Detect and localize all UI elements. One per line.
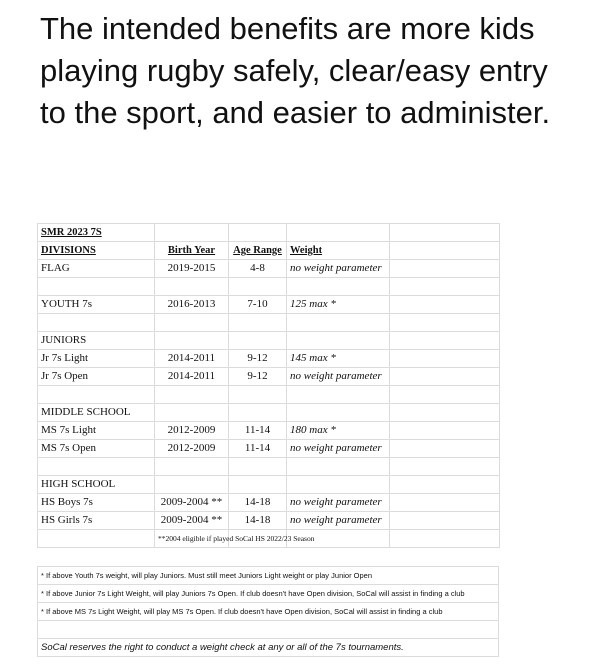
- age-range: 11-14: [229, 422, 287, 440]
- section-row: [38, 404, 500, 422]
- spacer-row: [38, 314, 500, 332]
- division-name: HS Girls 7s: [38, 512, 155, 530]
- table-row: [38, 296, 500, 314]
- col-header-weight: Weight: [287, 242, 390, 260]
- age-range: 7-10: [229, 296, 287, 314]
- age-range: 14-18: [229, 494, 287, 512]
- table-title-line1: SMR 2023 7S: [38, 224, 155, 242]
- section-label: JUNIORS: [38, 332, 155, 350]
- table-title-line2: DIVISIONS: [38, 242, 155, 260]
- table-header-row: [38, 242, 500, 260]
- birth-year: 2009-2004 **: [155, 494, 229, 512]
- birth-year: 2014-2011: [155, 368, 229, 386]
- division-name: HS Boys 7s: [38, 494, 155, 512]
- weight: 145 max *: [287, 350, 390, 368]
- birth-year: 2019-2015: [155, 260, 229, 278]
- weight: no weight parameter: [287, 440, 390, 458]
- division-name: MS 7s Light: [38, 422, 155, 440]
- birth-year: 2016-2013: [155, 296, 229, 314]
- section-label: HIGH SCHOOL: [38, 476, 155, 494]
- spacer-row: [38, 458, 500, 476]
- division-name: MS 7s Open: [38, 440, 155, 458]
- spacer-row: [38, 621, 499, 639]
- note-row: [38, 603, 499, 621]
- age-range: 14-18: [229, 512, 287, 530]
- headline: The intended benefits are more kids playing rugby safely, clear/easy entry to the sport, and easier to administer.: [40, 11, 551, 130]
- division-name: Jr 7s Light: [38, 350, 155, 368]
- birth-year: 2012-2009: [155, 440, 229, 458]
- spacer-row: [38, 278, 500, 296]
- section-row: [38, 332, 500, 350]
- section-label: MIDDLE SCHOOL: [38, 404, 155, 422]
- note-row: [38, 567, 499, 585]
- section-row: [38, 476, 500, 494]
- table-row: [38, 422, 500, 440]
- notes-table: [37, 566, 499, 657]
- age-range: 11-14: [229, 440, 287, 458]
- age-range: 9-12: [229, 350, 287, 368]
- weight: no weight parameter: [287, 260, 390, 278]
- note-junior: * If above Junior 7s Light Weight, will play Juniors 7s Open. If club doesn't have Open division, SoCal will assist in finding a club: [38, 585, 499, 603]
- weight: no weight parameter: [287, 512, 390, 530]
- note-youth: * If above Youth 7s weight, will play Juniors. Must still meet Juniors Light weight or play Junior Open: [38, 567, 499, 585]
- table-row: [38, 440, 500, 458]
- age-range: 4-8: [229, 260, 287, 278]
- table-row: [38, 494, 500, 512]
- table-row: [38, 512, 500, 530]
- division-name: Jr 7s Open: [38, 368, 155, 386]
- birth-year: 2012-2009: [155, 422, 229, 440]
- division-name: FLAG: [38, 260, 155, 278]
- weight: 180 max *: [287, 422, 390, 440]
- birth-year: 2014-2011: [155, 350, 229, 368]
- note-weight-check: SoCal reserves the right to conduct a weight check at any or all of the 7s tournaments.: [38, 639, 499, 657]
- weight: no weight parameter: [287, 494, 390, 512]
- col-header-birth-year: Birth Year: [155, 242, 229, 260]
- weight: 125 max *: [287, 296, 390, 314]
- table-row: [38, 350, 500, 368]
- divisions-sheet: [37, 223, 499, 657]
- col-header-age-range: Age Range: [229, 242, 287, 260]
- division-name: YOUTH 7s: [38, 296, 155, 314]
- footnote-row: [38, 530, 500, 548]
- table-row: [38, 368, 500, 386]
- hs-footnote: **2004 eligible if played SoCal HS 2022/23 Season: [155, 530, 229, 548]
- divisions-table: [37, 223, 500, 548]
- birth-year: 2009-2004 **: [155, 512, 229, 530]
- weight: no weight parameter: [287, 368, 390, 386]
- note-row: [38, 585, 499, 603]
- table-row: [38, 224, 500, 242]
- spacer-row: [38, 386, 500, 404]
- note-ms: * If above MS 7s Light Weight, will play MS 7s Open. If club doesn't have Open division, SoCal will assist in finding a club: [38, 603, 499, 621]
- age-range: 9-12: [229, 368, 287, 386]
- note-row: [38, 639, 499, 657]
- table-row: [38, 260, 500, 278]
